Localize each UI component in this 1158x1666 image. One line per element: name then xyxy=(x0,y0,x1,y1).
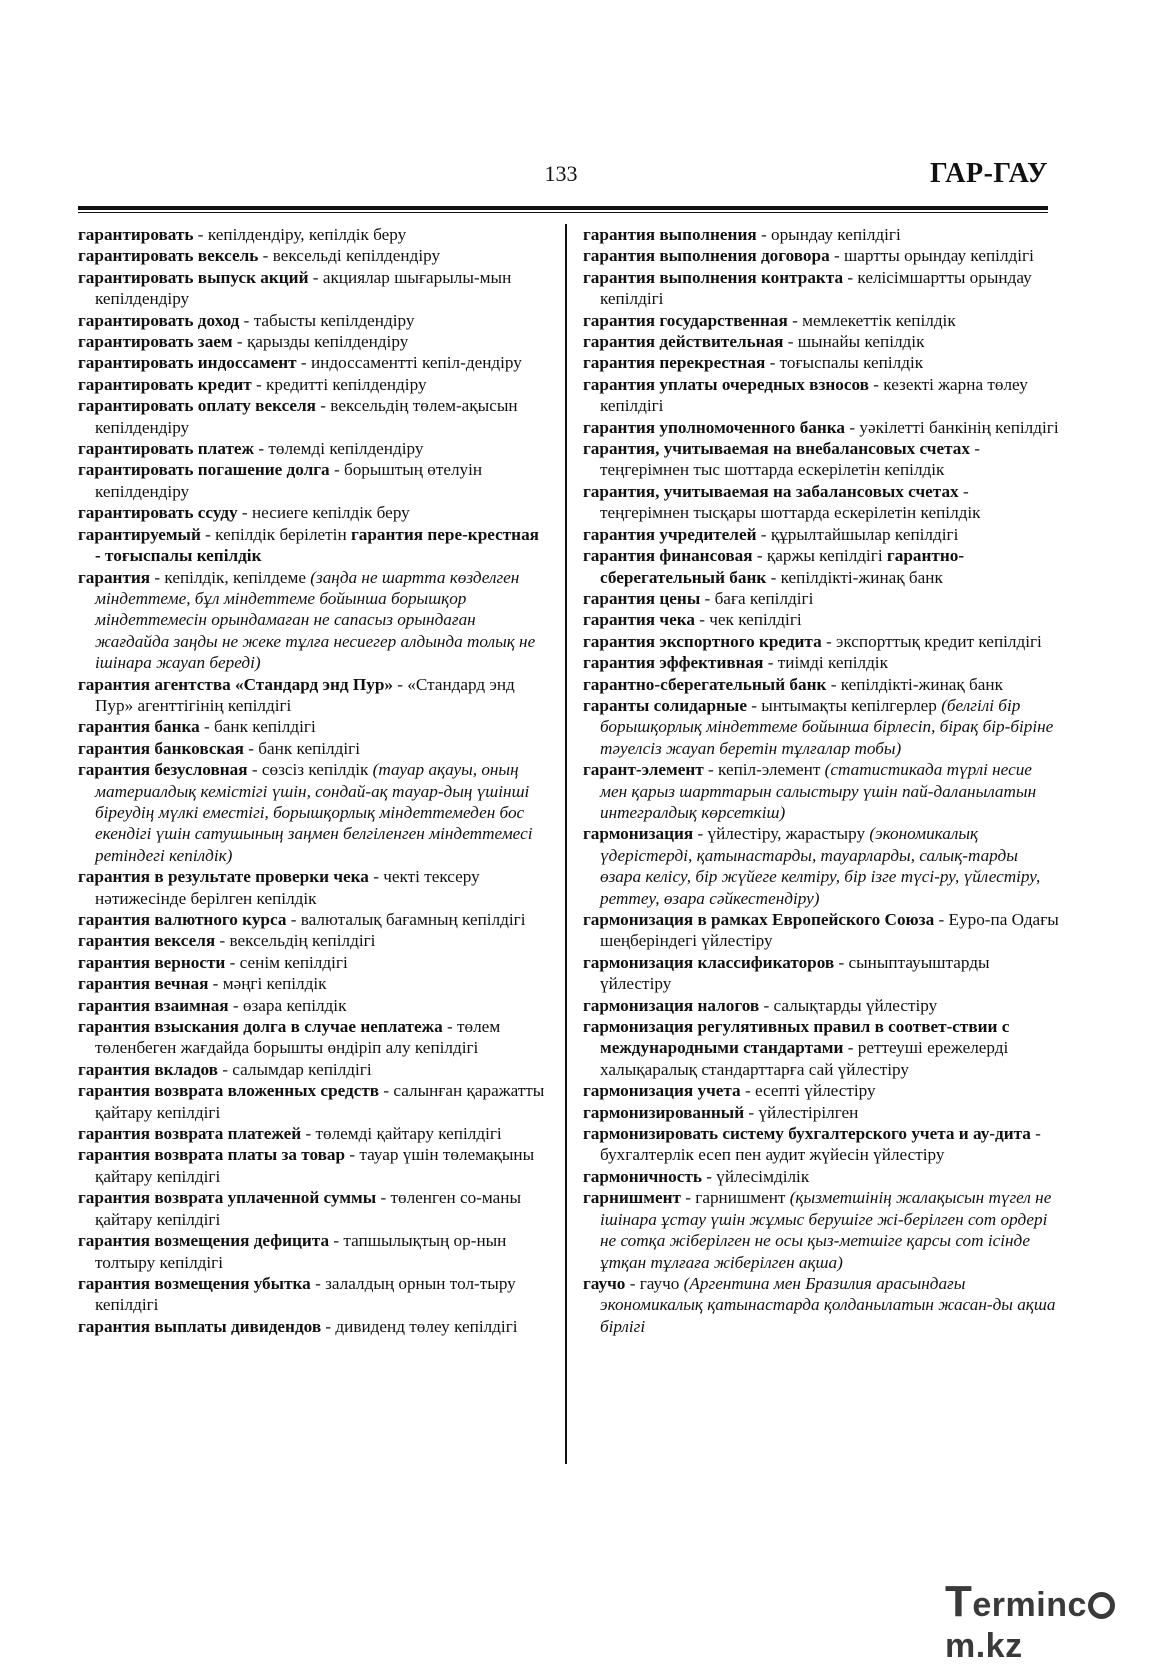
entry-translation: - тауар үшін төлемақыны қайтару кепілдігі xyxy=(95,1145,535,1186)
dictionary-entry xyxy=(583,267,1059,310)
entry-term: гарантия возмещения дефицита xyxy=(78,1231,330,1251)
dictionary-entry xyxy=(78,866,548,909)
dictionary-entry xyxy=(78,374,548,395)
entry-translation: - вексельді кепілдендіру xyxy=(258,246,441,266)
dictionary-entry xyxy=(583,524,1059,545)
entry-translation: - баға кепілдігі xyxy=(700,588,814,608)
dictionary-entry xyxy=(583,909,1059,952)
entry-definition: (заңда не шартта көзделген міндеттеме, бұл міндеттеме бойынша борышқор міндеттемесін орындамаған не сапасыз орындаған жағдайда заңды не жеке тұлға несиегер алдында толық не ішінара жауап береді) xyxy=(95,567,536,673)
entry-translation: - реттеуші ережелерді халықаралық стандарттарға сай үйлестіру xyxy=(600,1038,1009,1079)
entry-translation: - вексельдің кепілдігі xyxy=(215,931,376,951)
dictionary-entry xyxy=(78,331,548,352)
dictionary-entry xyxy=(78,502,548,523)
entry-term: гарантия экспортного кредита xyxy=(583,631,822,651)
entry-translation: - кепілдік берілетін xyxy=(200,524,351,544)
entry-term: гарантия уполномоченного банка xyxy=(583,417,846,437)
header-rule xyxy=(78,206,1048,210)
entry-term: гармонизация xyxy=(583,824,694,844)
entry-definition: (Аргентина мен Бразилия арасындағы экономикалық қатынастарда қолданылатын жасан-ды ақша бірлігі xyxy=(600,1273,1056,1336)
entry-term: гарантия вкладов xyxy=(78,1059,218,1079)
entry-translation: - банк кепілдігі xyxy=(243,738,360,758)
entry-term: гарантия выполнения xyxy=(583,225,757,244)
dictionary-entry xyxy=(78,995,548,1016)
entry-definition: (экономикалық үдерістерді, қатынастарды, тауарларды, салық-тарды өзара келісу, бір жүйеге келтіру, бір ізге түсі-ру, үйлестіру, реттеу, өзара сәйкестендіру) xyxy=(600,824,1041,908)
entry-term-secondary: гарантия пере-крестная - тоғыспалы кепілдік xyxy=(95,524,539,566)
page-number: 133 xyxy=(544,161,578,186)
entry-translation: - салымдар кепілдігі xyxy=(217,1059,372,1079)
entry-translation: - теңгерімнен тыс шоттарда ескерілетін кепілдік xyxy=(600,439,980,480)
entry-term-secondary: гарантно-сберегательный банк xyxy=(600,546,965,587)
dictionary-entry xyxy=(583,1016,1059,1080)
entry-translation: - кепіл-элемент xyxy=(703,760,825,780)
dictionary-entry xyxy=(78,1230,548,1273)
entry-translation: - салынған қаражатты қайтару кепілдігі xyxy=(95,1081,545,1122)
dictionary-entry xyxy=(583,374,1059,417)
entry-translation: - банк кепілдігі xyxy=(199,717,316,737)
entry-definition: (белгілі бір борышқорлық міндеттеме бойынша бірлесіп, бірақ бір-біріне тәуелсіз жауап беретін тұлғалар тобы) xyxy=(600,695,1054,758)
entry-translation: - кепілдікті-жинақ банк xyxy=(826,674,1003,694)
entry-translation: - шынайы кепілдік xyxy=(783,332,925,352)
dictionary-entry xyxy=(78,738,548,759)
dictionary-entry xyxy=(78,759,548,866)
dictionary-entry xyxy=(78,352,548,373)
dictionary-entry xyxy=(583,631,1059,652)
entry-translation: - төлемді қайтару кепілдігі xyxy=(301,1124,502,1144)
dictionary-entry xyxy=(78,1187,548,1230)
entry-term: гарантировать оплату векселя xyxy=(78,396,316,416)
entry-translation: - экспорттық кредит кепілдігі xyxy=(821,631,1042,651)
dictionary-entry xyxy=(78,909,548,930)
dictionary-entry xyxy=(583,995,1059,1016)
entry-term: гарантировать доход xyxy=(78,310,240,330)
page-header-title: ГАР-ГАУ xyxy=(930,158,1048,189)
dictionary-entry xyxy=(583,1102,1059,1123)
entry-term: гармонизация учета xyxy=(583,1081,741,1101)
left-column xyxy=(78,224,548,1337)
dictionary-entry xyxy=(78,245,548,266)
entry-definition: (тауар ақауы, оның материалдық кемістігі үшін, сондай-ақ тауар-дың үшінші біреудің мүлкі еместігі, борышқорлық міндеттемеден бос екендігі үшін сатушының заңмен белгіленген міндеттемесі ретіндегі кепілдік) xyxy=(95,760,533,865)
entry-term: гарантия уплаты очередных взносов xyxy=(583,374,869,394)
dictionary-entry xyxy=(78,1273,548,1316)
right-column xyxy=(583,224,1059,1337)
entry-translation: - кезекті жарна төлеу кепілдігі xyxy=(600,374,1028,416)
entry-term: гарантия, учитываемая на забалансовых счетах xyxy=(583,481,959,501)
entry-translation: - үйлестірілген xyxy=(744,1102,859,1122)
dictionary-entry xyxy=(78,395,548,438)
entry-translation: - кредитті кепілдендіру xyxy=(251,374,427,394)
entry-term: гарантия банка xyxy=(78,717,200,737)
dictionary-entry xyxy=(583,1080,1059,1101)
entry-term: гарантия взыскания долга в случае неплатежа xyxy=(78,1017,443,1037)
entry-translation: - уәкілетті банкінің кепілдігі xyxy=(845,417,1059,437)
dictionary-entry xyxy=(78,1123,548,1144)
entry-term: гарантия цены xyxy=(583,588,701,608)
dictionary-entry xyxy=(583,609,1059,630)
entry-translation: - орындау кепілдігі xyxy=(756,225,901,244)
entry-term: гарантия взаимная xyxy=(78,995,229,1015)
entry-term: гарантия, учитываемая на внебалансовых счетах xyxy=(583,439,970,459)
entry-translation: - борыштың өтелуін кепілдендіру xyxy=(95,460,483,501)
entry-term: гарантия банковская xyxy=(78,738,244,758)
entry-term: гарантия векселя xyxy=(78,931,216,951)
entry-translation: - мемлекеттік кепілдік xyxy=(787,310,956,330)
entry-term: гарантия возврата вложенных средств xyxy=(78,1081,380,1101)
entry-term: гармонизация регулятивных правил в соответ-ствии с международными стандартами xyxy=(583,1017,1010,1058)
entry-translation: - құрылтайшылар кепілдігі xyxy=(756,524,959,544)
entry-term: гарантия возврата платежей xyxy=(78,1124,302,1144)
dictionary-entry xyxy=(583,331,1059,352)
dictionary-entry xyxy=(583,545,1059,588)
entry-term: гарантия выполнения договора xyxy=(583,246,830,266)
dictionary-entry xyxy=(78,567,548,674)
dictionary-entry xyxy=(78,973,548,994)
dictionary-entry xyxy=(78,310,548,331)
dictionary-entry xyxy=(78,459,548,502)
entry-term: гарантия в результате проверки чека xyxy=(78,867,369,887)
entry-term: гармонизация классификаторов xyxy=(583,952,835,972)
dictionary-entry xyxy=(583,417,1059,438)
header-rule-thin xyxy=(78,212,1048,213)
entry-translation: - гаучо xyxy=(625,1273,684,1293)
entry-term: гармоничность xyxy=(583,1166,702,1186)
entry-translation: - Еуро-па Одағы шеңберіндегі үйлестіру xyxy=(600,910,1059,951)
dictionary-entry xyxy=(583,310,1059,331)
entry-term: гарантия перекрестная xyxy=(583,353,766,373)
entry-term: гаучо xyxy=(583,1273,626,1293)
entry-term: гармонизированный xyxy=(583,1102,745,1122)
dictionary-entry xyxy=(583,759,1059,823)
dictionary-entry xyxy=(583,823,1059,909)
dictionary-entry xyxy=(78,1080,548,1123)
dictionary-entry xyxy=(583,224,1059,245)
entry-translation: - чекті тексеру нәтижесінде берілген кепілдік xyxy=(95,867,480,908)
dictionary-entry xyxy=(583,1166,1059,1187)
entry-term: гарантировать выпуск акций xyxy=(78,267,309,287)
entry-term: гарантия действительная xyxy=(583,332,784,352)
entry-definition: (қызметшінің жалақысын түгел не ішінара ұстау үшін жұмыс берушіге жі-берілген сот ордері не сотқа жіберілген не осы қыз-метшіге қарсы сот ісінде ұтқан тұлғаға жіберілген ақша) xyxy=(600,1188,1052,1272)
dictionary-entry xyxy=(78,438,548,459)
entry-translation: - дивиденд төлеу кепілдігі xyxy=(321,1316,518,1336)
entry-term: гарантия возврата платы за товар xyxy=(78,1145,346,1165)
dictionary-entry xyxy=(583,245,1059,266)
entry-term: гарантировать кредит xyxy=(78,374,252,394)
dictionary-entry xyxy=(583,438,1059,481)
entry-translation: - кепілдендіру, кепілдік беру xyxy=(193,225,407,244)
entry-term: гарнишмент xyxy=(583,1188,681,1208)
entry-translation: - бухгалтерлік есеп пен аудит жүйесін үйлестіру xyxy=(600,1124,1041,1165)
entry-term: гарантия государственная xyxy=(583,310,788,330)
entry-translation: - төлем төленбеген жағдайда борышты өндіріп алу кепілдігі xyxy=(95,1017,501,1058)
dictionary-entry xyxy=(583,674,1059,695)
dictionary-entry xyxy=(583,481,1059,524)
entry-term: гарантия выплаты дивидендов xyxy=(78,1316,322,1336)
entry-term: гарантировать индоссамент xyxy=(78,353,297,373)
dictionary-entry xyxy=(78,716,548,737)
entry-term: гарантия xyxy=(78,567,151,587)
entry-term: гармонизация налогов xyxy=(583,995,760,1015)
entry-translation: - чек кепілдігі xyxy=(694,610,802,630)
dictionary-entry xyxy=(583,1187,1059,1273)
entry-term: гарантия эффективная xyxy=(583,653,764,673)
entry-term: гарантно-сберегательный банк xyxy=(583,674,827,694)
column-divider xyxy=(565,224,567,1464)
dictionary-entry xyxy=(78,1316,548,1337)
entry-translation: - индоссаменттi кепіл-дендіру xyxy=(296,353,522,373)
entry-term: гарантия безусловная xyxy=(78,760,248,780)
dictionary-entry xyxy=(583,1273,1059,1337)
entry-translation: - шартты орындау кепілдігі xyxy=(829,246,1034,266)
entry-translation: - теңгерімнен тысқары шоттарда ескерілетін кепілдік xyxy=(600,481,981,523)
entry-term: гарантия выполнения контракта xyxy=(583,267,844,287)
entry-term: гаранты солидарные xyxy=(583,695,747,715)
dictionary-entry xyxy=(583,652,1059,673)
dictionary-entry xyxy=(78,930,548,951)
entry-term: гарантия финансовая xyxy=(583,546,753,566)
entry-term: гарантировать погашение долга xyxy=(78,460,330,480)
entry-term: гарантия возврата уплаченной суммы xyxy=(78,1188,377,1208)
dictionary-entry xyxy=(78,1144,548,1187)
entry-term: гарантия валютного курса xyxy=(78,910,287,929)
termincom-logo[interactable]: Termincm.kz xyxy=(945,1577,1158,1666)
dictionary-entry xyxy=(78,267,548,310)
entry-translation: - кепілдік, кепілдеме xyxy=(150,567,311,587)
dictionary-entry xyxy=(78,1059,548,1080)
entry-translation: - тапшылықтың ор-нын толтыру кепілдігі xyxy=(95,1231,507,1272)
entry-translation: - қаржы кепілдігі xyxy=(752,546,887,566)
entry-translation: - салықтарды үйлестіру xyxy=(759,995,938,1015)
entry-term: гарантировать заем xyxy=(78,332,233,352)
entry-translation: - төленген со-маны қайтару кепілдігі xyxy=(95,1188,522,1229)
entry-translation: - ынтымақты кепілгерлер xyxy=(746,695,942,715)
entry-term: гарант-элемент xyxy=(583,760,704,780)
entry-translation: - қарызды кепілдендіру xyxy=(232,332,409,352)
entry-translation: - үйлестіру, жарастыру xyxy=(693,824,870,844)
entry-term: гарантия учредителей xyxy=(583,524,757,544)
dictionary-entry xyxy=(78,224,548,245)
entry-term: гарантировать платеж xyxy=(78,439,255,459)
dictionary-entry xyxy=(583,352,1059,373)
dictionary-entry xyxy=(583,588,1059,609)
entry-translation: - төлемді кепілдендіру xyxy=(254,439,424,459)
dictionary-entry xyxy=(78,524,548,567)
entry-translation: - сыныптауыштарды үйлестіру xyxy=(600,952,990,994)
entry-term: гармонизировать систему бухгалтерского учета и ау-дита xyxy=(583,1124,1031,1144)
entry-term: гарантия вечная xyxy=(78,974,209,994)
entry-translation: - тиімді кепілдік xyxy=(763,653,888,673)
entry-translation: - «Стандард энд Пур» агенттігінің кепілдігі xyxy=(95,674,515,715)
dictionary-entry xyxy=(583,695,1059,759)
entry-translation: - үйлесімділік xyxy=(701,1166,810,1186)
entry-term: гарантия чека xyxy=(583,610,695,630)
entry-translation: - залалдың орнын тол-тыру кепілдігі xyxy=(95,1273,516,1315)
entry-translation: - гарнишмент xyxy=(680,1188,790,1208)
entry-translation: - тоғыспалы кепілдік xyxy=(765,353,924,373)
entry-term: гарантия верности xyxy=(78,952,226,972)
entry-term: гарантировать xyxy=(78,225,194,244)
entry-translation: - сөзсіз кепілдік xyxy=(247,760,373,780)
entry-translation: - есепті үйлестіру xyxy=(740,1081,876,1101)
entry-term: гарантия возмещения убытка xyxy=(78,1273,311,1293)
entry-translation: - акциялар шығарылы-мын кепілдендіру xyxy=(95,267,512,309)
dictionary-entry xyxy=(583,1123,1059,1166)
entry-translation-secondary: - кепілдікті-жинақ банк xyxy=(766,567,943,587)
entry-definition: (статистикада түрлі несие мен қарыз шарттарын салыстыру үшін пай-даланылатын интегралдық көрсеткіш) xyxy=(600,760,1037,822)
entry-translation: - сенім кепілдігі xyxy=(225,952,348,972)
dictionary-entry xyxy=(583,952,1059,995)
entry-term: гарантия агентства «Стандард энд Пур» xyxy=(78,674,393,694)
entry-translation: - несиеге кепілдік беру xyxy=(237,503,410,523)
dictionary-entry xyxy=(78,674,548,717)
entry-translation: - өзара кепілдік xyxy=(228,995,347,1015)
dictionary-entry xyxy=(78,952,548,973)
entry-translation: - валюталық бағамның кепілдігі xyxy=(286,910,526,929)
entry-term: гарантируемый xyxy=(78,524,201,544)
dictionary-entry xyxy=(78,1016,548,1059)
entry-translation: - вексельдің төлем-ақысын кепілдендіру xyxy=(95,396,518,437)
entry-term: гарантировать вексель xyxy=(78,246,259,266)
entry-translation: - келісімшартты орындау кепілдігі xyxy=(600,267,1032,309)
entry-translation: - мәңгі кепілдік xyxy=(208,974,327,994)
entry-term: гармонизация в рамках Европейского Союза xyxy=(583,910,935,929)
entry-translation: - табысты кепілдендіру xyxy=(239,310,415,330)
entry-term: гарантировать ссуду xyxy=(78,503,238,523)
